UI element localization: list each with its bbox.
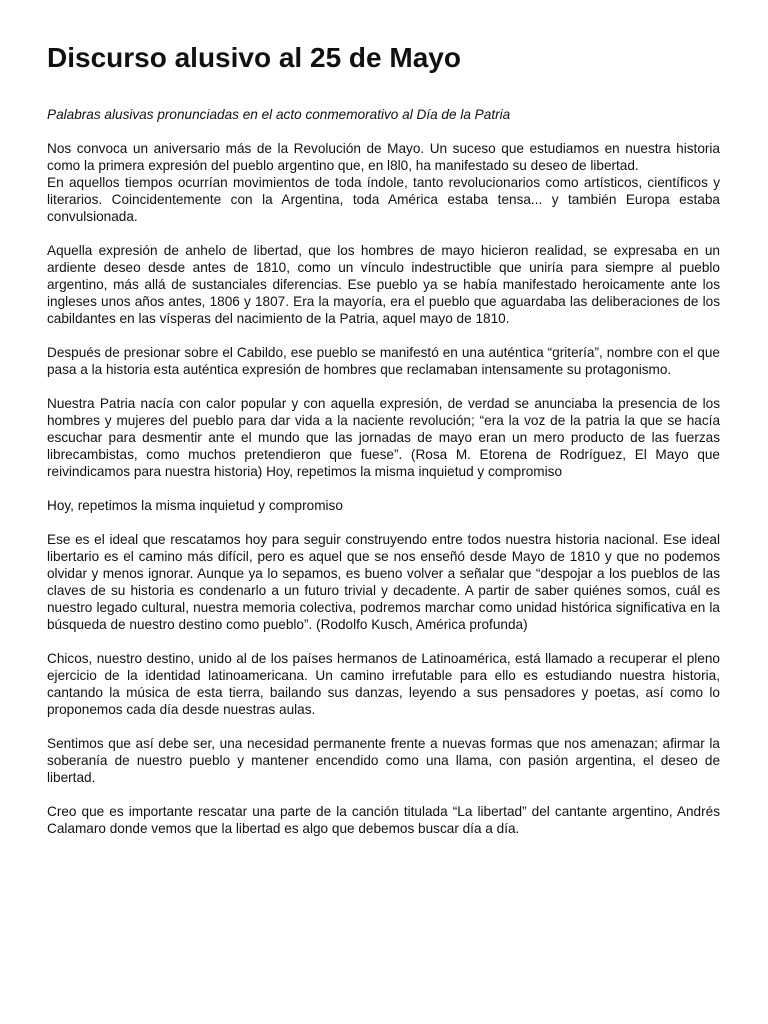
paragraph-5: Nuestra Patria nacía con calor popular y con aquella expresión, de verdad se anunciaba la presencia de los hombres y mujeres del pueblo para dar vida a la naciente revolución; “era la voz de la patria la que se hacía escuchar para desmentir ante el mundo que las jornadas de mayo eran un mero producto de las fuerzas librecambistas, como muchos pretendieron que fuese”. (Rosa M. Etorena de Rodríguez, El Mayo que reivindicamos para nuestra historia) Hoy, repetimos la misma inquietud y compromiso [47, 396, 720, 479]
document-subtitle: Palabras alusivas pronunciadas en el acto conmemorativo al Día de la Patria [47, 107, 511, 122]
paragraph-6: Hoy, repetimos la misma inquietud y compromiso [47, 498, 343, 513]
paragraph-8: Chicos, nuestro destino, unido al de los países hermanos de Latinoamérica, está llamado a recuperar el pleno ejercicio de la identidad latinoamericana. Un camino irrefutable para ello es estudiando nuestra historia, cantando la música de esta tierra, bailando sus danzas, leyendo a sus pensadores y poetas, así como lo proponemos cada día desde nuestras aulas. [47, 651, 720, 717]
paragraph-4: Después de presionar sobre el Cabildo, ese pueblo se manifestó en una auténtica “gritería”, nombre con el que pasa a la historia esta auténtica expresión de hombres que reclamaban intensamente su protagonismo. [47, 345, 720, 377]
paragraph-3: Aquella expresión de anhelo de libertad, que los hombres de mayo hicieron realidad, se expresaba en un ardiente deseo desde antes de 1810, como un vínculo indestructible que uniría para siempre al pueblo argentino, más allá de sustanciales diferencias. Ese pueblo ya se había manifestado heroicamente ante los ingleses unos años antes, 1806 y 1807. Era la mayoría, era el pueblo que aguardaba las deliberaciones de los cabildantes en las vísperas del nacimiento de la Patria, aquel mayo de 1810. [47, 243, 720, 326]
paragraph-10: Creo que es importante rescatar una parte de la canción titulada “La libertad” del cantante argentino, Andrés Calamaro donde vemos que la libertad es algo que debemos buscar día a día. [47, 804, 720, 836]
paragraph-2: En aquellos tiempos ocurrían movimientos de toda índole, tanto revolucionarios como artísticos, científicos y literarios. Coincidentemente con la Argentina, toda América estaba tensa... y también Europa estaba convulsionada. [47, 175, 720, 224]
document-title: Discurso alusivo al 25 de Mayo [47, 42, 461, 73]
paragraph-1: Nos convoca un aniversario más de la Revolución de Mayo. Un suceso que estudiamos en nuestra historia como la primera expresión del pueblo argentino que, en l8l0, ha manifestado su deseo de libertad. [47, 141, 720, 173]
paragraph-9: Sentimos que así debe ser, una necesidad permanente frente a nuevas formas que nos amenazan; afirmar la soberanía de nuestro pueblo y mantener encendido como una llama, con pasión argentina, el deseo de libertad. [47, 736, 720, 785]
paragraph-7: Ese es el ideal que rescatamos hoy para seguir construyendo entre todos nuestra historia nacional. Ese ideal libertario es el camino más difícil, pero es aquel que se nos enseñó desde Mayo de 1810 y que no podemos olvidar y menos ignorar. Aunque ya lo sepamos, es bueno volver a señalar que “despojar a los pueblos de las claves de su historia es condenarlo a un futuro trivial y decadente. A partir de saber quiénes somos, cuál es nuestro legado cultural, nuestra memoria colectiva, podremos marchar como unidad histórica significativa en la búsqueda de nuestro destino como pueblo”. (Rodolfo Kusch, América profunda) [47, 532, 720, 632]
